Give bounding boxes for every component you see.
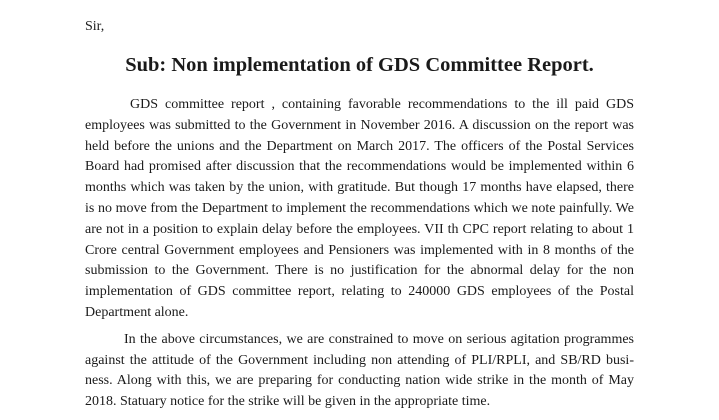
body-paragraph: GDS committee report , containing favorable recommendations to the ill paid GDS employees was submitted to the Government in November 2016. A discussion on the report was held before the unions and the Department on March 2017. The officers of the Postal Services Board had promised after discussion that the recommendations would be implemented within 6 months which was taken by the union, with gratitude. But though 17 months have elapsed, there is no move from the Department to implement the recommendations which we note painfully. We are not in a position to explain delay before the employees. VII th CPC report relating to about 1 Crore central Government employees and Pensioners was implemented with in 8 months of the submission to the Government. There is no justification for the abnormal delay for the non implementation of GDS committee report, relating to 240000 GDS employees of the Postal Department alone.: [85, 97, 634, 320]
subject-heading: Sub: Non implementation of GDS Committee Report.: [125, 54, 594, 76]
body-paragraph: In the above circumstances, we are constrained to move on serious agitation programmes against the attitude of the Government including non attending of PLI/RPLI, and SB/RD business. Along with this, we are preparing for conducting nation wide strike in the month of May 2018. Statuary notice for the strike will be given in the appropriate time.: [85, 331, 634, 410]
salutation: Sir,: [85, 19, 105, 34]
letter-body: [85, 95, 634, 413]
